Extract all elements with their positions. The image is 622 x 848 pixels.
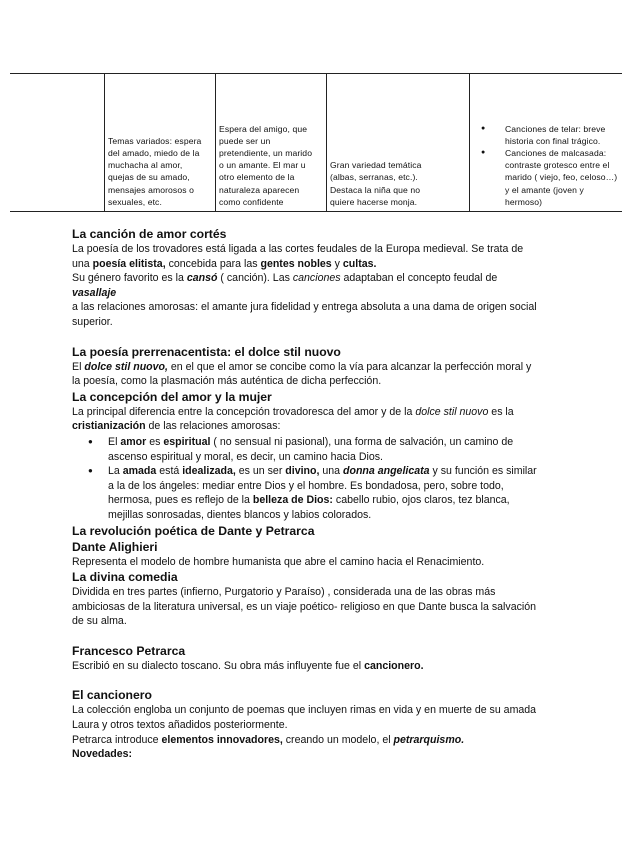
list-item: ● Canciones de malcasada: contraste grotesco entre el marido ( viejo, feo, celoso…) y el amante (joven y hermoso) (505, 147, 619, 208)
text: en el que el amor se concibe como la vía para alcanzar la perfección moral y la poesía, como la plasmación más auténtica de dicha perfección. (72, 360, 532, 388)
cell-line: quiere hacerse monja. (330, 196, 418, 207)
table-cell-waiting-friend (216, 74, 327, 212)
text: cabello rubio, ojos claros, tez blanca, mejillas sonrosadas, dientes blancos y labios colorados. (108, 494, 510, 521)
heading-concepcion-amor: La concepción del amor y la mujer (72, 389, 272, 404)
bold-italic-text: cansó (186, 272, 218, 285)
bold-text: gentes nobles (260, 257, 332, 270)
text: La poesía de los trovadores está ligada a las cortes feudales de la Europa medieval. Se trata de una (72, 243, 524, 270)
text: es un ser (235, 465, 286, 478)
text: está (156, 465, 183, 478)
text: es la (488, 405, 514, 418)
heading-petrarca: Francesco Petrarca (72, 643, 186, 658)
text: y su función es similar a la de los ángeles: mediar entre Dios y el hombre. Es bondadosa, pero, sobre todo, hermosa, pues es reflejo de la (108, 465, 537, 507)
paragraph (72, 659, 542, 674)
table-cell-song-types (470, 74, 622, 212)
text: es (146, 435, 164, 448)
cell-line: (albas, serranas, etc.). (330, 172, 418, 183)
text: concebida para las (165, 257, 261, 270)
heading-cancionero: El cancionero (72, 688, 152, 703)
cell-line: Temas variados: espera (108, 135, 202, 146)
bold-text: poesía elitista, (92, 257, 166, 270)
paragraph: Dividida en tres partes (infierno, Purgatorio y Paraíso) , considerada una de las obras más ambiciosas de la literatura universal, es un viaje poético- religioso en que Dante busca la salvación de su alma. (72, 586, 537, 628)
paragraph (72, 242, 542, 271)
bold-text: cristianización (72, 420, 146, 433)
paragraph (72, 747, 542, 762)
bold-text: amor (120, 435, 147, 448)
paragraph: a las relaciones amorosas: el amante jura fidelidad y entrega absoluta a una dama de origen social superior. (72, 301, 537, 328)
italic-text: canciones (292, 272, 341, 285)
italic-text: dolce stil nuovo (415, 405, 489, 418)
text: La (108, 465, 123, 478)
text: El (108, 435, 121, 448)
cell-line: del amado, miedo de la (108, 147, 200, 158)
text: Escribió en su dialecto toscano. Su obra más influyente fue el (72, 659, 365, 672)
paragraph: La colección engloba un conjunto de poemas que incluyen rimas en vida y en muerte de su amada Laura y otros textos añadidos posteriormente. (72, 704, 537, 732)
text: Su género favorito es la (72, 272, 187, 285)
bold-text: Novedades: (72, 748, 133, 761)
cell-line: muchacha al amor, (108, 160, 183, 171)
table-row (10, 74, 622, 212)
text: una (319, 465, 343, 478)
paragraph (72, 733, 542, 748)
cell-line: puede ser un (219, 135, 271, 146)
cell-line: quejas de su amado, (108, 172, 190, 183)
cell-line: Gran variedad temática (330, 160, 422, 171)
heading-amor-cortes: La canción de amor cortés (72, 227, 227, 241)
text: adaptaban el concepto feudal de (340, 272, 498, 285)
spacer (72, 673, 542, 687)
bold-text: belleza de Dios: (252, 494, 333, 507)
list-item (108, 464, 542, 522)
spacer (72, 330, 542, 344)
song-types-list (473, 123, 619, 208)
paragraph (72, 271, 542, 300)
bold-text: cultas. (342, 257, 377, 270)
text: Petrarca introduce (72, 733, 162, 746)
text: La principal diferencia entre la concepción trovadoresca del amor y de la (72, 405, 416, 418)
heading-dante: Dante Alighieri (72, 539, 158, 554)
bold-text: cancionero. (364, 659, 424, 672)
cell-line: o un amante. El mar u (219, 160, 306, 171)
text: ( no sensual ni pasional), una forma de salvación, un camino de ascenso espiritual y moral, es decir, un camino hacia Dios. (108, 435, 514, 463)
cell-line: sexuales, etc. (108, 196, 162, 207)
paragraph (72, 360, 542, 389)
document-body (72, 226, 542, 762)
table-cell-themes (105, 74, 216, 212)
heading-dolce-stil-nuovo: La poesía prerrenacentista: el dolce stil nuovo (72, 344, 341, 359)
bold-italic-text: petrarquismo. (393, 733, 465, 746)
lyric-types-table (10, 73, 622, 212)
paragraph (72, 405, 542, 434)
table-cell-empty (10, 74, 105, 212)
heading-divina-comedia: La divina comedia (72, 570, 178, 585)
table-cell-variety (327, 74, 470, 212)
text: y (331, 257, 343, 270)
spacer (72, 629, 542, 643)
text: El (72, 360, 85, 373)
cell-line: naturaleza aparecen (219, 184, 300, 195)
bold-italic-text: vasallaje (72, 286, 117, 299)
cell-line: Destaca la niña que no (330, 184, 421, 195)
list-item (108, 435, 542, 464)
text: ( canción). Las (217, 272, 293, 285)
bold-text: elementos innovadores, (161, 733, 283, 746)
cell-line: Espera del amigo, que (219, 123, 308, 134)
bold-italic-text: donna angelicata (343, 465, 430, 478)
text: creando un modelo, el (282, 733, 394, 746)
paragraph: Representa el modelo de hombre humanista que abre el camino hacia el Renacimiento. (72, 555, 485, 568)
bold-text: espiritual (163, 435, 211, 448)
bold-text: idealizada, (182, 465, 236, 478)
heading-revolucion-poetica: La revolución poética de Dante y Petrarca (72, 523, 315, 538)
bullet-list (72, 435, 542, 523)
bold-text: divino, (285, 465, 320, 478)
cell-line: mensajes amorosos o (108, 184, 194, 195)
cell-line: pretendiente, un marido (219, 147, 313, 158)
text: de las relaciones amorosas: (145, 420, 281, 433)
cell-line: como confidente (219, 196, 284, 207)
list-item: ● Canciones de telar: breve historia con final trágico. (505, 123, 619, 147)
bold-text: amada (122, 465, 157, 478)
cell-line: otro elemento de la (219, 172, 295, 183)
bold-italic-text: dolce stil nuovo, (84, 360, 168, 373)
